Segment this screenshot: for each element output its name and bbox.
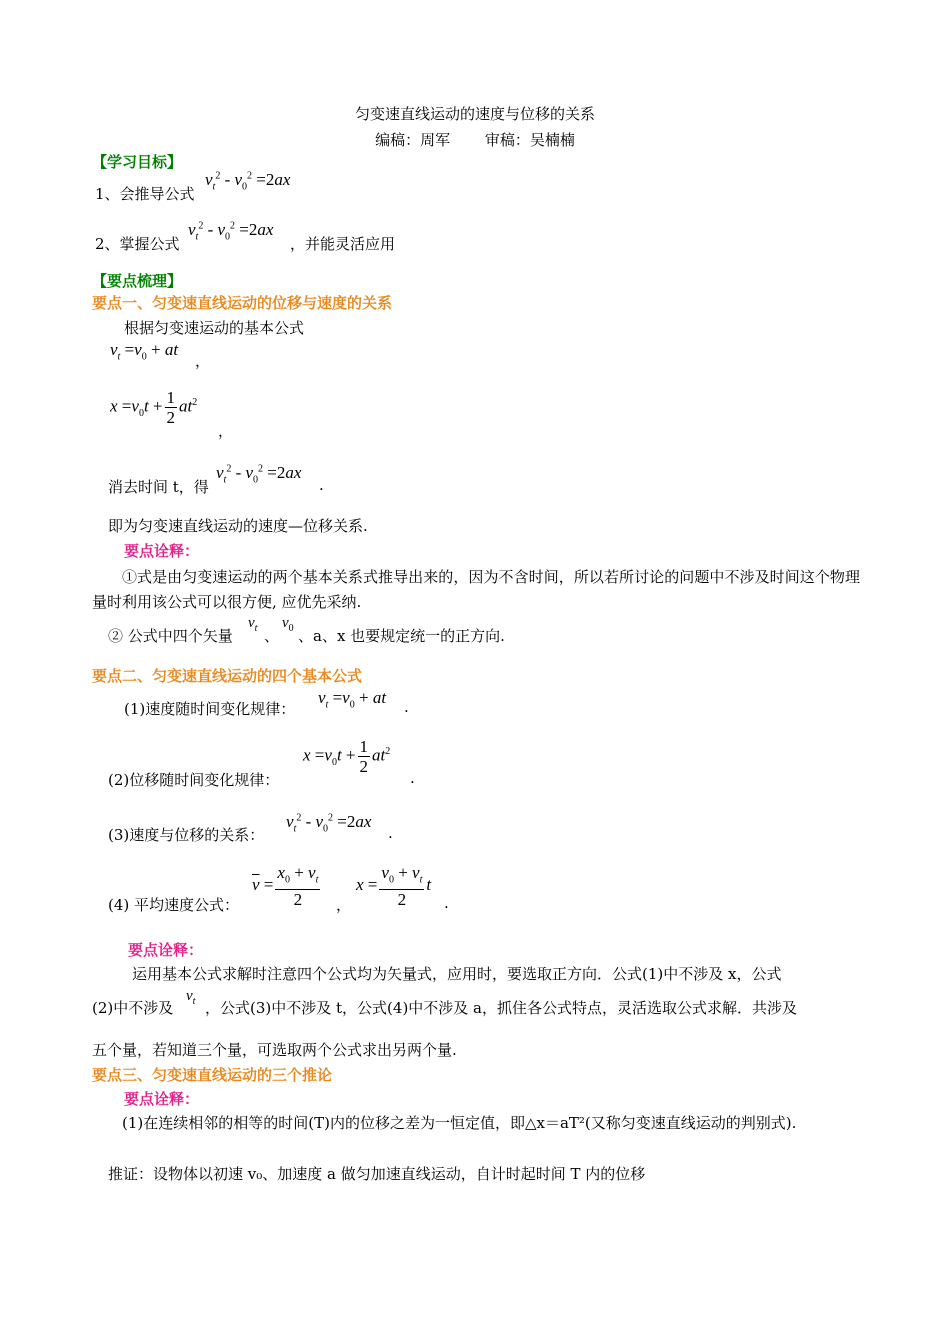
goal-item-1-text: 1、会推导公式 — [95, 185, 195, 203]
formula-displacement-time-2: $x =v_0t$ + $\frac{1}{2}$ $at^2$ — [303, 737, 391, 776]
formula-4-label: (4) 平均速度公式： — [108, 896, 240, 914]
formula-v2-v02-2ax-goal1: $v_t^2 - v_0^2 =2ax$ — [205, 170, 291, 193]
authors-line: 编稿：周军 审稿：吴楠楠 — [375, 131, 575, 149]
goals-heading: 【学习目标】 — [92, 153, 183, 171]
point1-conclusion: 即为匀变速直线运动的速度—位移关系. — [108, 517, 368, 535]
formula-v2-v02-2ax-goal2: $v_t^2 - v_0^2 =2ax$ — [188, 220, 274, 243]
period: . — [404, 698, 409, 716]
symbol-vt: $v_t$ — [186, 988, 196, 1007]
goal-item-2-suffix: ，并能灵活应用 — [290, 235, 396, 253]
point2-note-line-1: 运用基本公式求解时注意四个公式均为矢量式，应用时，要选取正方向．公式(1)中不涉及 x，公式 — [132, 965, 782, 983]
point1-note-2 — [108, 625, 233, 646]
formula-velocity-displacement: $v_t^2 - v_0^2 =2ax$ — [216, 463, 302, 486]
point2-note-line-2 — [92, 997, 173, 1018]
formula-velocity-time-2: $v_t =v_0$ + at — [318, 688, 387, 711]
formula-displacement-time: $x =v_0t$ + $\frac{1}{2}$ $at^2$ — [110, 388, 198, 427]
point1-note-1: ①式是由匀变速运动的两个基本关系式推导出来的，因为不含时间，所以若所讨论的问题中不涉及时间这个物理量时利用该公式可以很方便, 应优先采纳. — [92, 568, 860, 611]
formula-displacement-average: x = $\frac{v_0 + v_t}{2}$ t — [356, 863, 432, 910]
separator: 、 — [264, 627, 280, 645]
point2-heading: 要点二、匀变速直线运动的四个基本公式 — [92, 667, 363, 685]
summary-heading: 【要点梳理】 — [92, 272, 183, 290]
goal-item-2-text: 2、掌握公式 — [95, 235, 180, 253]
point2-note-line-2-prefix: (2)中不涉及 — [92, 999, 174, 1017]
point2-note-line-3: 五个量，若知道三个量，可选取两个公式求出另两个量. — [92, 1041, 457, 1059]
page-title: 匀变速直线运动的速度与位移的关系 — [354, 105, 595, 123]
comma: ， — [336, 896, 352, 914]
point1-note-2-prefix: ② 公式中四个矢量 — [108, 627, 233, 645]
formula-3-label: (3)速度与位移的关系： — [108, 826, 265, 844]
point1-eliminate-suffix: . — [319, 476, 324, 494]
goal-item-2 — [95, 233, 180, 254]
formula-velocity-displacement-2: $v_t^2 - v_0^2 =2ax$ — [286, 812, 372, 835]
symbol-v0: $v_0$ — [282, 615, 294, 634]
point1-heading: 要点一、匀变速直线运动的位移与速度的关系 — [92, 294, 393, 312]
formula-average-velocity: $\overline{v}$ = $\frac{x_0 + v_t}{2}$ — [252, 863, 319, 910]
period: . — [410, 769, 415, 787]
goal-item-1 — [95, 183, 195, 204]
comma: ， — [218, 422, 234, 440]
comma: ， — [195, 352, 211, 370]
point1-note-2-suffix: 、a、x 也要规定统一的正方向. — [298, 627, 505, 645]
point1-note-heading: 要点诠释： — [124, 542, 200, 560]
formula-velocity-time: $v_t =v_0$ + at — [110, 340, 179, 363]
symbol-vt: $v_t$ — [248, 615, 258, 634]
point1-eliminate-prefix: 消去时间 t，得 — [108, 478, 209, 496]
period: . — [388, 824, 393, 842]
point3-heading: 要点三、匀变速直线运动的三个推论 — [92, 1066, 333, 1084]
point3-proof: 推证：设物体以初速 v₀、加速度 a 做匀加速直线运动，自计时起时间 T 内的位移 — [108, 1165, 646, 1183]
period: . — [444, 894, 449, 912]
point3-note-heading: 要点诠释： — [124, 1090, 200, 1108]
point2-note-heading: 要点诠释： — [128, 941, 204, 959]
formula-1-label: (1)速度随时间变化规律： — [124, 700, 296, 718]
point3-inference-1: (1)在连续相邻的相等的时间(T)内的位移之差为一恒定值，即△x＝aT²(又称匀变速直线运动的判别式). — [122, 1114, 797, 1132]
point1-intro: 根据匀变速运动的基本公式 — [124, 319, 305, 337]
point2-note-line-2-suffix: ，公式(3)中不涉及 t，公式(4)中不涉及 a，抓住各公式特点，灵活选取公式求解．共涉及 — [205, 999, 798, 1017]
formula-2-label: (2)位移随时间变化规律： — [108, 771, 280, 789]
